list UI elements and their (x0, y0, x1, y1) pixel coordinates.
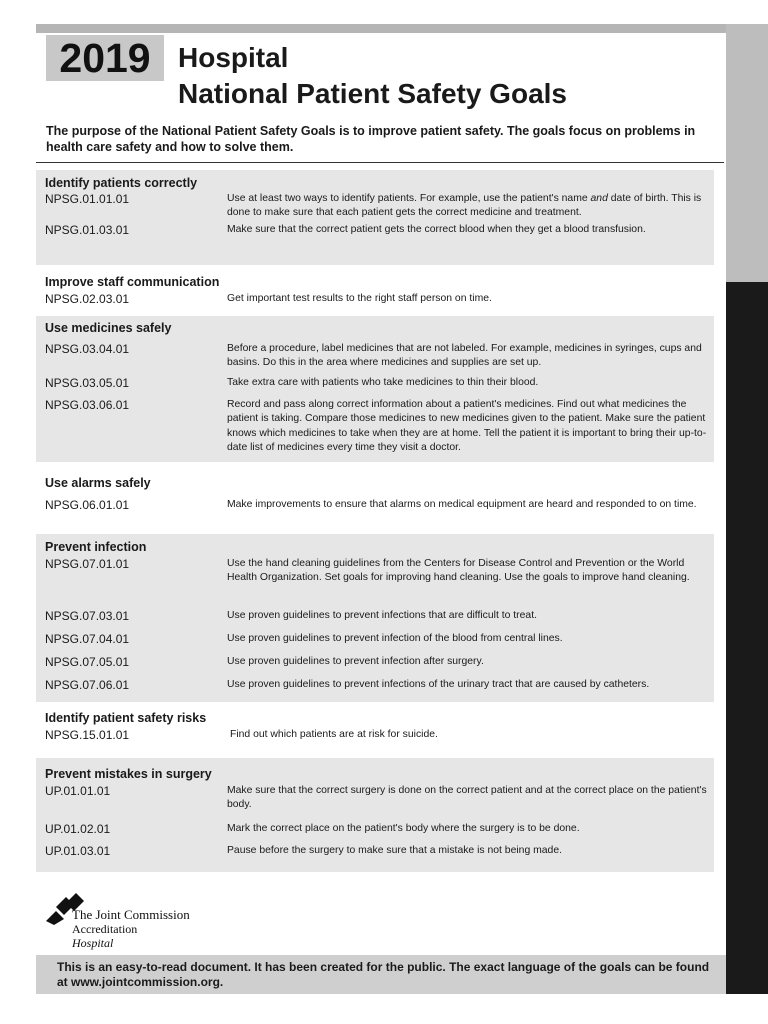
section-surgery (36, 758, 714, 872)
right-edge-dark-bar (726, 282, 768, 994)
section-title: Identify patients correctly (45, 176, 198, 190)
goal-code: NPSG.03.04.01 (45, 342, 130, 356)
goal-code: NPSG.15.01.01 (45, 728, 130, 742)
section-title: Improve staff communication (45, 275, 220, 289)
goal-code: NPSG.03.06.01 (45, 398, 130, 412)
logo-name: The Joint Commission (72, 907, 190, 922)
logo-accreditation: Accreditation (72, 922, 138, 936)
goal-description: Make improvements to ensure that alarms on medical equipment are heard and responded to on time. (227, 499, 697, 510)
goal-description: Pause before the surgery to make sure that a mistake is not being made. (227, 845, 562, 856)
goal-description: Use proven guidelines to prevent infections of the urinary tract that are caused by catheters. (227, 679, 650, 690)
section-title: Use alarms safely (45, 476, 151, 490)
goal-description: Use at least two ways to identify patients. For example, use the patient's name and date of birth. This is done to make sure that each patient gets the correct medicine and treatment. (227, 193, 702, 219)
goal-code: NPSG.06.01.01 (45, 498, 130, 512)
section-title: Identify patient safety risks (45, 711, 207, 725)
goal-code: NPSG.07.04.01 (45, 632, 130, 646)
goal-code: NPSG.07.01.01 (45, 557, 130, 571)
year-badge: 2019 (46, 35, 164, 81)
goal-description: Get important test results to the right staff person on time. (227, 293, 492, 304)
goal-description: Record and pass along correct information about a patient's medicines. Find out what medicines the patient is taking. Compare those medicines to new medicines given to the patient. Make sure the patient knows which medicines to take when they are at home. Tell the patient it is important to bring their up-to-date list of medicines every time they visit a doctor. (227, 399, 707, 454)
goal-code: NPSG.01.01.01 (45, 192, 130, 206)
section-safety-risks (36, 704, 714, 754)
goal-code: UP.01.03.01 (45, 844, 111, 858)
section-medicines (36, 316, 714, 462)
goal-code: UP.01.02.01 (45, 822, 111, 836)
section-title: Use medicines safely (45, 321, 172, 335)
footer-text: This is an easy-to-read document. It has been created for the public. The exact language of the goals can be found at www.jointcommission.org. (57, 960, 710, 989)
goal-description: Find out which patients are at risk for suicide. (230, 729, 438, 740)
intro-paragraph: The purpose of the National Patient Safety Goals is to improve patient safety. The goals focus on problems in health care safety and how to solve them. (46, 124, 696, 154)
goal-description: Use proven guidelines to prevent infection after surgery. (227, 656, 484, 667)
goal-description: Take extra care with patients who take medicines to thin their blood. (227, 377, 539, 388)
section-title: Prevent mistakes in surgery (45, 767, 212, 781)
right-edge-light-bar (726, 24, 768, 282)
section-identify-patients (36, 170, 714, 265)
goal-description: Make sure that the correct surgery is done on the correct patient and at the correct place on the patient's body. (227, 785, 707, 811)
header-divider (36, 162, 724, 163)
goal-description: Mark the correct place on the patient's body where the surgery is to be done. (227, 823, 580, 834)
section-alarms (36, 466, 714, 532)
goal-code: NPSG.02.03.01 (45, 292, 130, 306)
page-title-line2: National Patient Safety Goals (178, 78, 567, 109)
goal-code: NPSG.07.06.01 (45, 678, 130, 692)
goal-code: NPSG.07.03.01 (45, 609, 130, 623)
joint-commission-logo (46, 893, 246, 949)
goal-description: Use the hand cleaning guidelines from the Centers for Disease Control and Prevention or the World Health Organization. Set goals for improving hand cleaning. Use the goals to improve hand cleaning. (227, 558, 690, 584)
goal-description: Use proven guidelines to prevent infection of the blood from central lines. (227, 633, 563, 644)
footer-banner (36, 955, 726, 994)
goal-description: Make sure that the correct patient gets the correct blood when they get a blood transfusion. (227, 224, 646, 235)
page-title-line1: Hospital (178, 42, 289, 73)
goal-code: NPSG.01.03.01 (45, 223, 130, 237)
section-staff-communication (36, 268, 714, 314)
section-infection (36, 534, 714, 702)
goal-code: UP.01.01.01 (45, 784, 111, 798)
top-gray-strip (36, 24, 768, 33)
section-title: Prevent infection (45, 540, 147, 554)
goal-code: NPSG.07.05.01 (45, 655, 130, 669)
goal-description: Before a procedure, label medicines that are not labeled. For example, medicines in syringes, cups and basins. Do this in the area where medicines and supplies are set up. (227, 343, 702, 369)
logo-hospital: Hospital (72, 936, 114, 950)
goal-description: Use proven guidelines to prevent infections that are difficult to treat. (227, 610, 537, 621)
goal-code: NPSG.03.05.01 (45, 376, 130, 390)
